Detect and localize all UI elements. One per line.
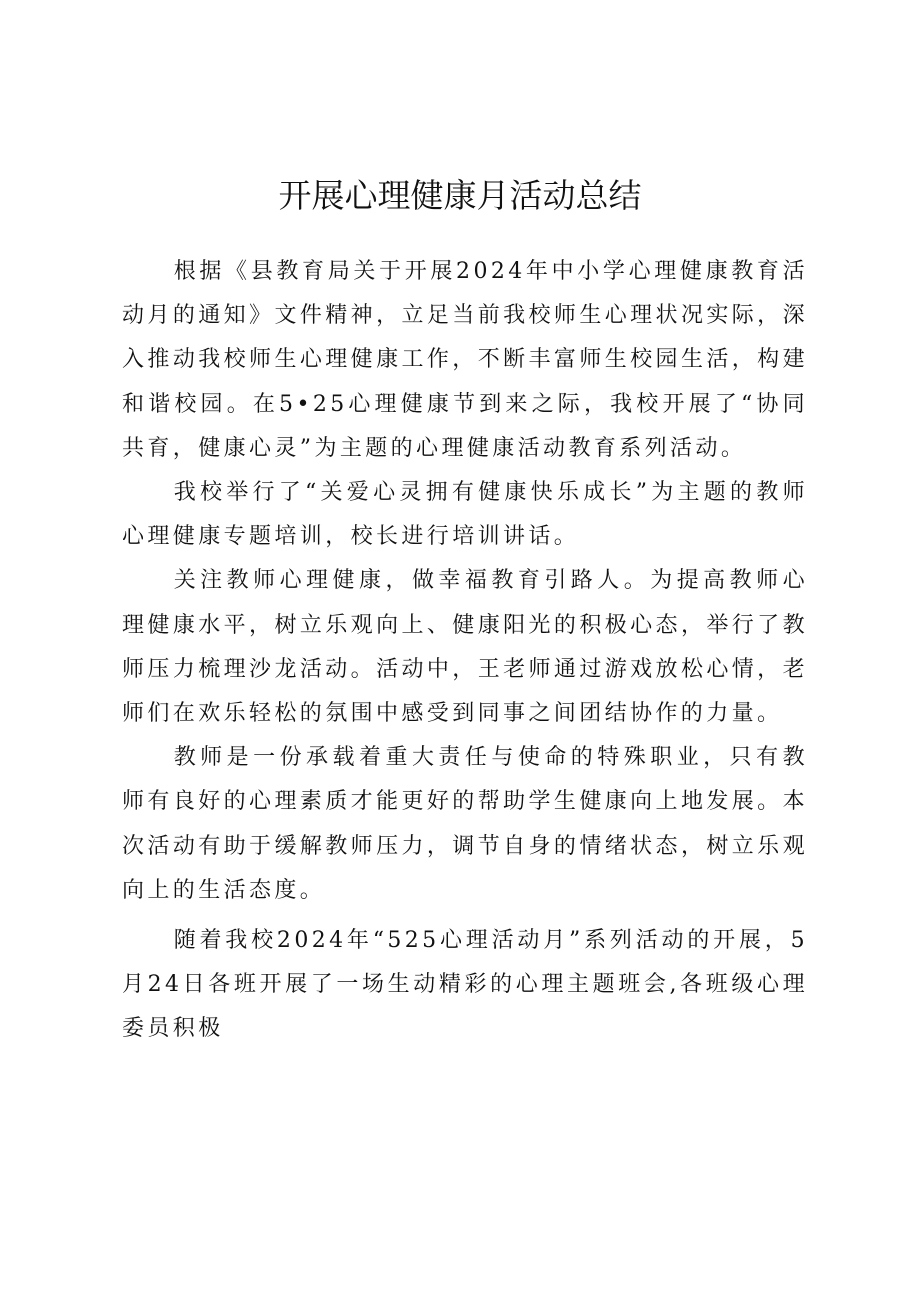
paragraph-intro: 根据《县教育局关于开展2024年中小学心理健康教育活动月的通知》文件精神，立足当前我校师生心理状况实际，深入推动我校师生心理健康工作，不断丰富师生校园生活，构建和谐校园。在5•25心理健康节到来之际，我校开展了“协同共育，健康心灵”为主题的心理健康活动教育系列活动。 — [122, 259, 808, 461]
paragraph-teacher-salon: 关注教师心理健康，做幸福教育引路人。为提高教师心理健康水平，树立乐观向上、健康阳光的积极心态，举行了教师压力梳理沙龙活动。活动中，王老师通过游戏放松心情，老师们在欢乐轻松的氛围中感受到同事之间团结协作的力量。 — [122, 568, 808, 727]
paragraph-teacher-profession: 教师是一份承载着重大责任与使命的特殊职业，只有教师有良好的心理素质才能更好的帮助学生健康向上地发展。本次活动有助于缓解教师压力，调节自身的情绪状态，树立乐观向上的生活态度。 — [122, 745, 808, 903]
paragraph-class-meeting: 随着我校2024年“525心理活动月”系列活动的开展，5月24日各班开展了一场生动精彩的心理主题班会,各班级心理委员积极 — [122, 928, 808, 1042]
paragraph-teacher-training: 我校举行了“关爱心灵拥有健康快乐成长”为主题的教师心理健康专题培训，校长进行培训讲话。 — [122, 480, 808, 550]
document-body — [122, 250, 808, 1052]
document-title: 开展心理健康月活动总结 — [278, 176, 642, 215]
